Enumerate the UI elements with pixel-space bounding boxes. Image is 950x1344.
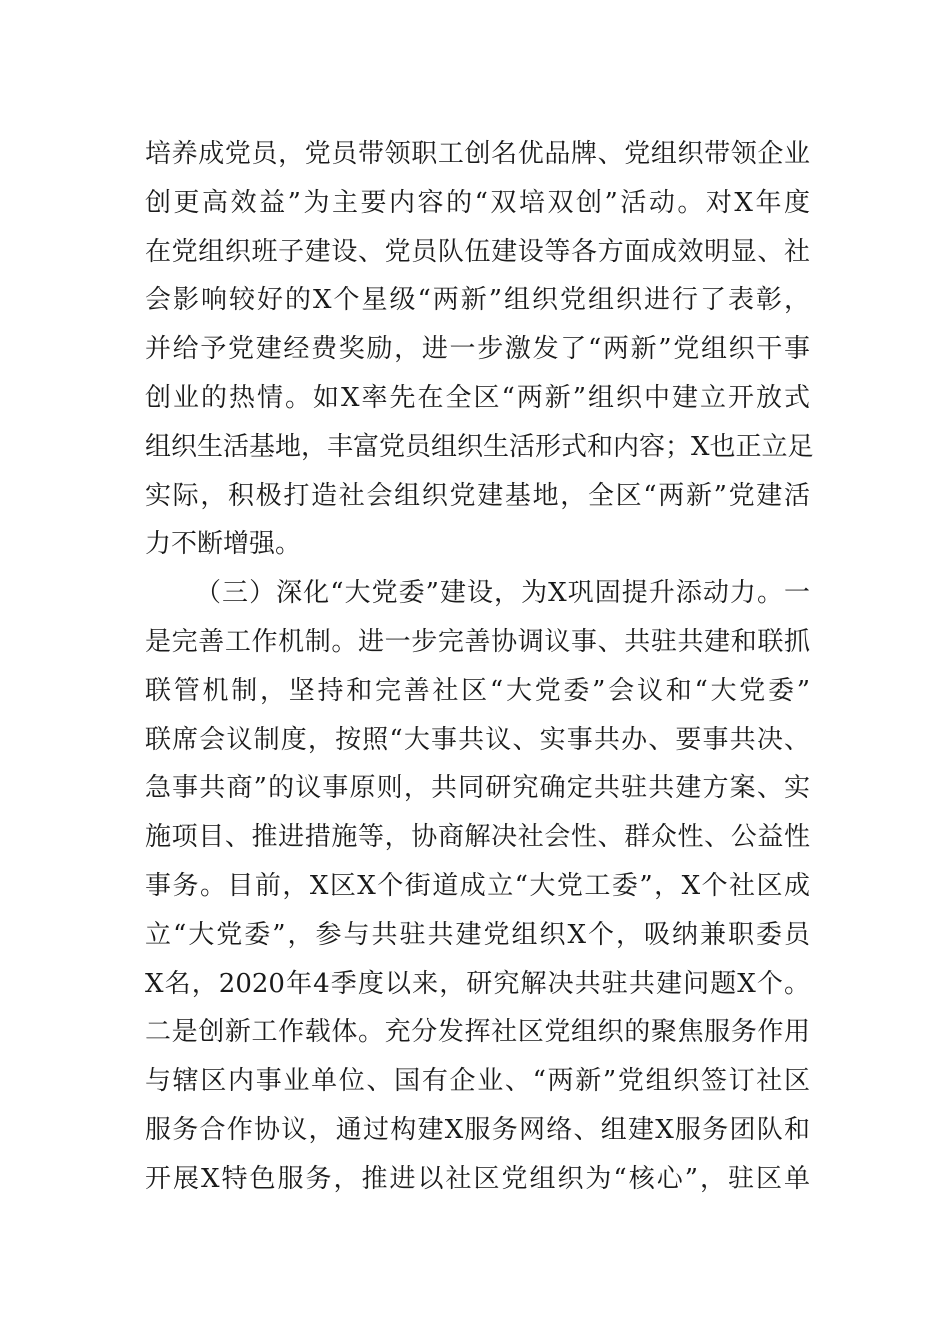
text-line: 在党组织班子建设、党员队伍建设等各方面成效明显、社 — [145, 236, 810, 267]
text-line: 开展X特色服务，推进以社区党组织为“核心”，驻区单 — [145, 1163, 810, 1194]
text-line: 急事共商”的议事原则，共同研究确定共驻共建方案、实 — [145, 773, 810, 804]
text-line: 培养成党员，党员带领职工创名优品牌、党组织带领企业 — [145, 139, 810, 169]
text-line: 会影响较好的X个星级“两新”组织党组织进行了表彰， — [145, 285, 810, 316]
text-line: 二是创新工作载体。充分发挥社区党组织的聚焦服务作用 — [145, 1017, 810, 1048]
text-line: 实际，积极打造社会组织党建基地，全区“两新”党建活 — [145, 480, 810, 511]
text-line: 联席会议制度，按照“大事共议、实事共办、要事共决、 — [145, 724, 810, 755]
section-heading-line: （三）深化“大党委”建设，为X巩固提升添动力。一 — [195, 578, 810, 609]
text-line: 组织生活基地，丰富党员组织生活形式和内容；X也正立足 — [145, 431, 814, 462]
text-line: 与辖区内事业单位、国有企业、“两新”党组织签订社区 — [145, 1066, 810, 1097]
text-line: 立“大党委”，参与共驻共建党组织X个，吸纳兼职委员 — [145, 919, 810, 950]
body-text — [145, 130, 814, 1204]
text-line: 是完善工作机制。进一步完善协调议事、共驻共建和联抓 — [145, 626, 810, 657]
paragraph-end-line: 力不断增强。 — [145, 529, 302, 560]
text-line: 创业的热情。如X率先在全区“两新”组织中建立开放式 — [145, 382, 810, 413]
text-line: 服务合作协议，通过构建X服务网络、组建X服务团队和 — [145, 1114, 810, 1145]
text-line: X名，2020年4季度以来，研究解决共驻共建问题X个。 — [145, 968, 810, 999]
text-line: 创更高效益”为主要内容的“双培双创”活动。对X年度 — [145, 187, 810, 218]
text-line: 并给予党建经费奖励，进一步激发了“两新”党组织干事 — [145, 334, 810, 365]
text-line: 事务。目前，X区X个街道成立“大党工委”，X个社区成 — [145, 870, 810, 901]
text-line: 联管机制，坚持和完善社区“大党委”会议和“大党委” — [145, 675, 810, 706]
text-line: 施项目、推进措施等，协商解决社会性、群众性、公益性 — [145, 822, 810, 853]
